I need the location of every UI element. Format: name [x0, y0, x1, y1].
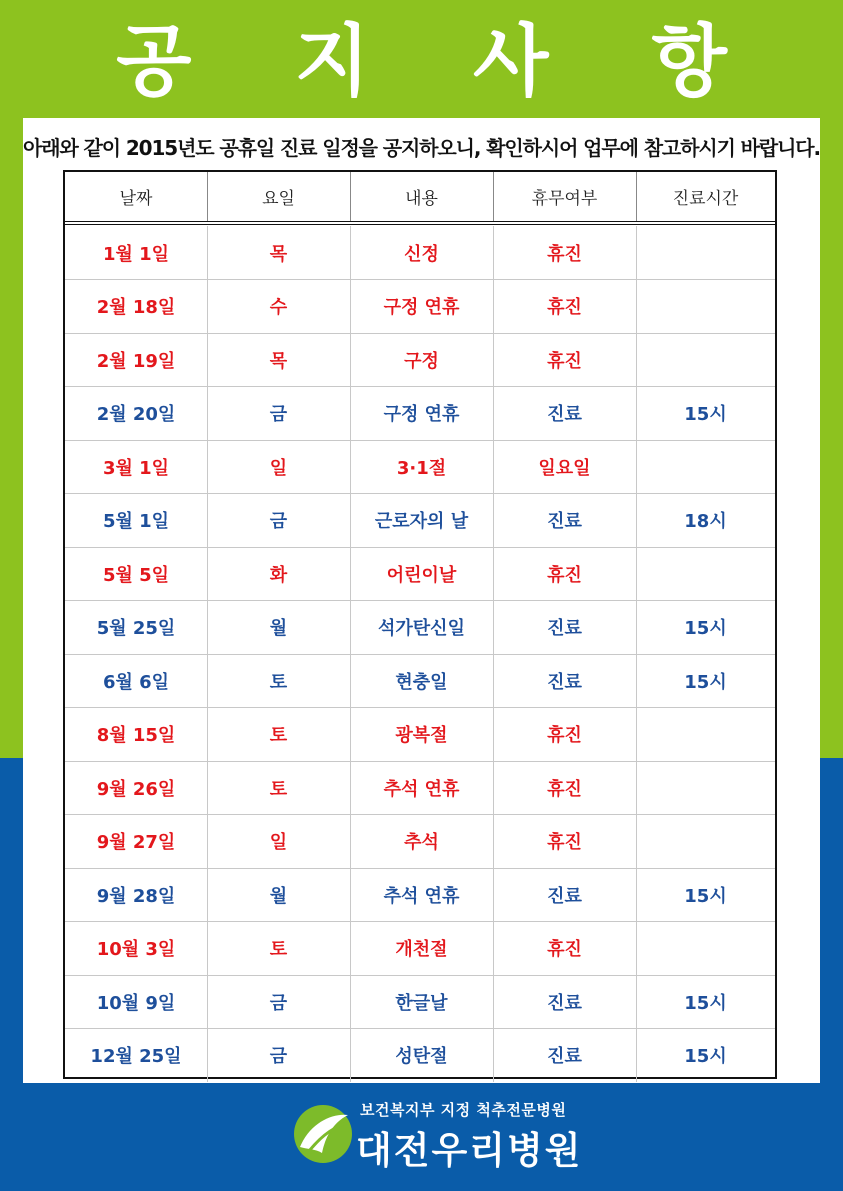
column-divider [350, 333, 351, 386]
row-date: 9월 28일 [96, 885, 176, 907]
table-row [65, 280, 775, 334]
column-divider [493, 333, 494, 386]
row-content: 광복절 [395, 725, 448, 746]
row-hours [636, 547, 775, 600]
hospital-name: 대전우리병원 [356, 1129, 583, 1172]
column-divider [350, 975, 351, 1028]
row-content: 신정 [404, 243, 439, 265]
column-divider [636, 226, 637, 279]
column-divider [350, 172, 351, 221]
column-divider [207, 761, 208, 814]
header-hours: 진료시간 [672, 189, 739, 209]
column-divider [636, 280, 637, 333]
column-divider [207, 494, 208, 547]
column-divider [350, 654, 351, 707]
column-divider [636, 708, 637, 761]
column-divider [493, 547, 494, 600]
row-status: 진료 [547, 618, 582, 639]
row-day: 일 [269, 832, 288, 853]
table-row [65, 547, 775, 601]
row-day: 목 [269, 243, 288, 265]
table-row [65, 333, 775, 387]
row-content: 근로자의 날 [374, 511, 469, 532]
column-divider [493, 708, 494, 761]
row-day: 수 [269, 297, 288, 318]
row-hours [636, 761, 775, 814]
column-divider [493, 922, 494, 975]
column-divider [636, 440, 637, 493]
column-divider [207, 226, 208, 279]
table-row [65, 601, 775, 655]
row-status: 일요일 [538, 457, 591, 479]
column-divider [493, 1029, 494, 1082]
row-day: 토 [269, 939, 288, 960]
row-date: 9월 27일 [96, 832, 176, 853]
row-status: 휴진 [547, 939, 582, 960]
row-content: 구정 연휴 [383, 404, 460, 425]
table-row [65, 922, 775, 976]
row-content: 석가탄신일 [378, 618, 465, 639]
leaf-logo-icon [292, 1103, 354, 1165]
column-divider [493, 654, 494, 707]
row-content: 개천절 [395, 939, 448, 960]
row-content: 구정 [404, 350, 439, 372]
column-divider [207, 654, 208, 707]
column-divider [493, 226, 494, 279]
column-divider [207, 1029, 208, 1082]
column-divider [636, 761, 637, 814]
row-hours: 15시 [684, 618, 727, 639]
row-day: 토 [269, 671, 288, 693]
row-status: 휴진 [547, 243, 582, 265]
row-date: 1월 1일 [102, 243, 170, 265]
row-date: 5월 1일 [102, 511, 170, 532]
column-divider [636, 387, 637, 440]
column-divider [350, 1029, 351, 1082]
row-date: 10월 3일 [96, 939, 176, 960]
row-hours [636, 815, 775, 868]
column-divider [207, 708, 208, 761]
row-status: 휴진 [547, 564, 582, 586]
row-hours: 15시 [684, 671, 727, 693]
page-title: 공 지 사 항 [116, 17, 765, 107]
column-divider [636, 654, 637, 707]
row-date: 8월 15일 [96, 725, 176, 746]
column-divider [350, 387, 351, 440]
row-status: 진료 [547, 671, 582, 693]
row-hours: 15시 [684, 404, 727, 425]
column-divider [636, 975, 637, 1028]
column-divider [350, 280, 351, 333]
row-day: 금 [269, 511, 288, 532]
column-divider [493, 761, 494, 814]
column-divider [636, 868, 637, 921]
row-date: 2월 18일 [96, 297, 176, 318]
row-day: 토 [269, 725, 288, 746]
row-status: 진료 [547, 992, 582, 1014]
table-row [65, 1029, 775, 1082]
row-content: 추석 연휴 [383, 778, 460, 800]
table-row [65, 975, 775, 1029]
row-content: 어린이날 [386, 564, 457, 586]
row-date: 5월 25일 [96, 618, 176, 639]
header-date: 날짜 [119, 189, 153, 209]
row-date: 9월 26일 [96, 778, 176, 800]
column-divider [350, 440, 351, 493]
table-row [65, 226, 775, 280]
column-divider [493, 387, 494, 440]
column-divider [207, 815, 208, 868]
row-status: 진료 [547, 511, 582, 532]
row-content: 추석 [404, 832, 439, 853]
row-status: 휴진 [547, 778, 582, 800]
row-status: 휴진 [547, 725, 582, 746]
column-divider [350, 494, 351, 547]
row-day: 일 [269, 457, 288, 479]
column-divider [493, 975, 494, 1028]
column-divider [350, 815, 351, 868]
row-status: 휴진 [547, 297, 582, 318]
column-divider [636, 494, 637, 547]
row-hours [636, 922, 775, 975]
row-content: 성탄절 [395, 1046, 448, 1067]
column-divider [207, 601, 208, 654]
row-hours [636, 440, 775, 493]
row-hours: 15시 [684, 992, 727, 1014]
table-row [65, 387, 775, 441]
column-divider [636, 333, 637, 386]
header-day: 요일 [262, 189, 295, 209]
row-content: 추석 연휴 [383, 885, 460, 907]
row-date: 10월 9일 [96, 992, 176, 1014]
column-divider [636, 547, 637, 600]
column-divider [207, 172, 208, 221]
column-divider [207, 333, 208, 386]
row-hours [636, 226, 775, 279]
notice-intro: 아래와 같이 2015년도 공휴일 진료 일정을 공지하오니, 확인하시어 업무에 참고하시기 바랍니다. [23, 136, 821, 160]
row-content: 구정 연휴 [383, 297, 460, 318]
row-date: 2월 19일 [96, 350, 176, 372]
column-divider [493, 601, 494, 654]
column-divider [207, 387, 208, 440]
column-divider [493, 815, 494, 868]
column-divider [350, 761, 351, 814]
footer [0, 1083, 843, 1191]
row-day: 금 [269, 404, 288, 425]
row-day: 월 [269, 885, 288, 907]
column-divider [493, 280, 494, 333]
row-day: 토 [269, 778, 288, 800]
column-divider [636, 172, 637, 221]
column-divider [207, 547, 208, 600]
column-divider [350, 226, 351, 279]
row-date: 12월 25일 [90, 1046, 182, 1067]
row-status: 휴진 [547, 350, 582, 372]
header-content: 내용 [405, 189, 438, 209]
column-divider [207, 922, 208, 975]
column-divider [493, 172, 494, 221]
column-divider [207, 975, 208, 1028]
column-divider [350, 547, 351, 600]
column-divider [207, 280, 208, 333]
column-divider [493, 440, 494, 493]
table-row [65, 815, 775, 869]
row-date: 3월 1일 [102, 457, 170, 479]
row-day: 목 [269, 350, 288, 372]
row-content: 한글날 [395, 992, 448, 1014]
column-divider [493, 868, 494, 921]
row-hours [636, 333, 775, 386]
row-status: 진료 [547, 885, 582, 907]
column-divider [350, 922, 351, 975]
column-divider [350, 708, 351, 761]
row-hours: 18시 [684, 511, 727, 532]
table-row [65, 494, 775, 548]
row-hours: 15시 [684, 1046, 727, 1067]
row-day: 월 [269, 618, 288, 639]
column-divider [350, 868, 351, 921]
row-day: 화 [269, 564, 288, 586]
column-divider [493, 494, 494, 547]
row-date: 6월 6일 [102, 671, 170, 693]
schedule-table [63, 170, 777, 1079]
table-row [65, 440, 775, 494]
table-row [65, 708, 775, 762]
table-row [65, 654, 775, 708]
column-divider [350, 601, 351, 654]
row-hours: 15시 [684, 885, 727, 907]
column-divider [636, 922, 637, 975]
column-divider [207, 868, 208, 921]
row-status: 휴진 [547, 832, 582, 853]
table-row [65, 868, 775, 922]
column-divider [207, 440, 208, 493]
row-status: 진료 [547, 404, 582, 425]
column-divider [636, 815, 637, 868]
row-hours [636, 280, 775, 333]
row-content: 현충일 [395, 671, 448, 693]
column-divider [636, 1029, 637, 1082]
row-status: 진료 [547, 1046, 582, 1067]
header-status: 휴무여부 [531, 189, 598, 209]
row-date: 5월 5일 [102, 564, 170, 586]
row-content: 3·1절 [396, 457, 447, 479]
row-hours [636, 708, 775, 761]
row-day: 금 [269, 1046, 288, 1067]
footer-subtitle: 보건복지부 지정 척추전문병원 [360, 1101, 567, 1119]
table-header [65, 172, 775, 225]
row-day: 금 [269, 992, 288, 1014]
row-date: 2월 20일 [96, 404, 176, 425]
column-divider [636, 601, 637, 654]
table-row [65, 761, 775, 815]
notice-panel [23, 118, 820, 1083]
